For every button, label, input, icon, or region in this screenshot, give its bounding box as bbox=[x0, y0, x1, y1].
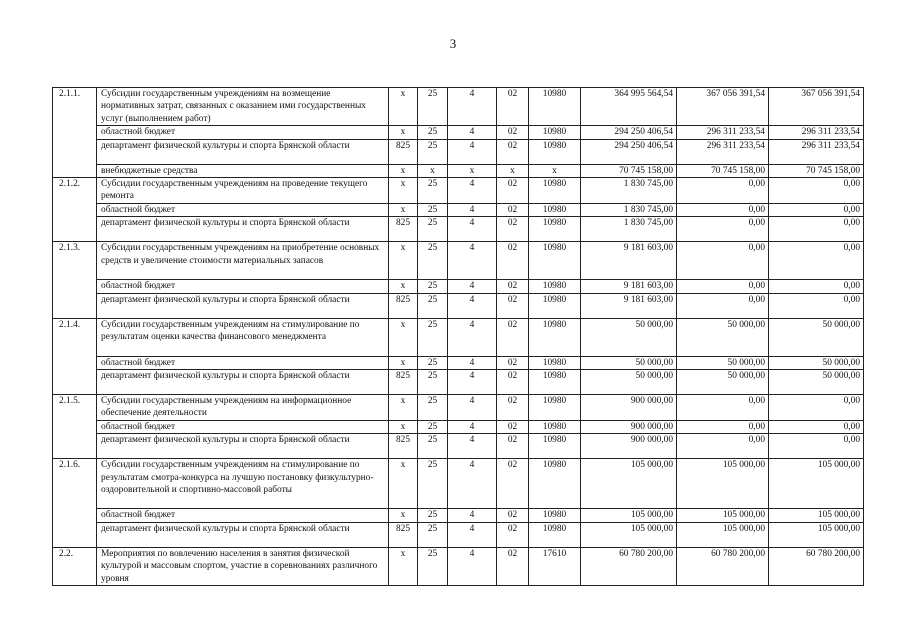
row-description: областной бюджет bbox=[97, 420, 389, 433]
row-value-1: 105 000,00 bbox=[581, 459, 677, 509]
row-value-3: 0,00 bbox=[769, 280, 864, 293]
row-item-code: 10980 bbox=[529, 459, 581, 509]
row-description: Субсидии государственным учреждениям на стимулирование по результатам смотра-конкурса на лучшую постановку физкультурно-оздоровительной и спортивно-массовой работы bbox=[97, 459, 389, 509]
row-value-2: 50 000,00 bbox=[677, 370, 769, 395]
row-target-code: 02 bbox=[497, 395, 529, 421]
row-description: Субсидии государственным учреждениям на возмещение нормативных затрат, связанных с оказанием ими государственных услуг (выполнением работ) bbox=[97, 88, 389, 126]
row-description: департамент физической культуры и спорта Брянской области bbox=[97, 370, 389, 395]
row-code bbox=[53, 217, 97, 242]
row-subsection-code: 4 bbox=[448, 459, 497, 509]
row-value-1: 9 181 603,00 bbox=[581, 280, 677, 293]
row-description: Субсидии государственным учреждениям на проведение текущего ремонта bbox=[97, 178, 389, 204]
table-row bbox=[53, 395, 864, 421]
row-admin-code: x bbox=[389, 356, 418, 369]
row-value-3: 0,00 bbox=[769, 293, 864, 318]
row-description: областной бюджет bbox=[97, 356, 389, 369]
row-code bbox=[53, 293, 97, 318]
row-code: 2.1.3. bbox=[53, 242, 97, 280]
row-item-code: x bbox=[529, 164, 581, 177]
row-section-code: 25 bbox=[418, 318, 448, 356]
row-description: департамент физической культуры и спорта Брянской области bbox=[97, 217, 389, 242]
row-subsection-code: 4 bbox=[448, 203, 497, 216]
row-admin-code: 825 bbox=[389, 370, 418, 395]
row-item-code: 10980 bbox=[529, 434, 581, 459]
row-admin-code: 825 bbox=[389, 293, 418, 318]
row-value-1: 50 000,00 bbox=[581, 356, 677, 369]
row-value-2: 0,00 bbox=[677, 293, 769, 318]
row-section-code: 25 bbox=[418, 126, 448, 139]
row-subsection-code: 4 bbox=[448, 395, 497, 421]
row-value-3: 70 745 158,00 bbox=[769, 164, 864, 177]
row-section-code: 25 bbox=[418, 280, 448, 293]
row-admin-code: x bbox=[389, 88, 418, 126]
row-code bbox=[53, 139, 97, 164]
row-admin-code: 825 bbox=[389, 217, 418, 242]
row-item-code: 10980 bbox=[529, 280, 581, 293]
row-value-2: 70 745 158,00 bbox=[677, 164, 769, 177]
row-item-code: 10980 bbox=[529, 420, 581, 433]
row-item-code: 10980 bbox=[529, 203, 581, 216]
row-subsection-code: 4 bbox=[448, 280, 497, 293]
row-target-code: 02 bbox=[497, 242, 529, 280]
row-value-1: 105 000,00 bbox=[581, 522, 677, 547]
row-section-code: 25 bbox=[418, 459, 448, 509]
row-target-code: 02 bbox=[497, 459, 529, 509]
row-value-3: 0,00 bbox=[769, 203, 864, 216]
row-subsection-code: 4 bbox=[448, 88, 497, 126]
row-item-code: 10980 bbox=[529, 509, 581, 522]
row-value-1: 9 181 603,00 bbox=[581, 293, 677, 318]
row-value-1: 1 830 745,00 bbox=[581, 203, 677, 216]
row-value-3: 0,00 bbox=[769, 242, 864, 280]
row-target-code: 02 bbox=[497, 126, 529, 139]
row-section-code: 25 bbox=[418, 356, 448, 369]
row-target-code: 02 bbox=[497, 370, 529, 395]
row-subsection-code: 4 bbox=[448, 293, 497, 318]
row-value-2: 50 000,00 bbox=[677, 356, 769, 369]
row-target-code: 02 bbox=[497, 203, 529, 216]
row-value-3: 50 000,00 bbox=[769, 370, 864, 395]
row-section-code: 25 bbox=[418, 178, 448, 204]
row-value-3: 0,00 bbox=[769, 217, 864, 242]
row-section-code: 25 bbox=[418, 242, 448, 280]
row-subsection-code: 4 bbox=[448, 509, 497, 522]
row-value-2: 105 000,00 bbox=[677, 509, 769, 522]
row-subsection-code: 4 bbox=[448, 420, 497, 433]
row-target-code: x bbox=[497, 164, 529, 177]
row-subsection-code: 4 bbox=[448, 318, 497, 356]
row-code: 2.1.4. bbox=[53, 318, 97, 356]
row-target-code: 02 bbox=[497, 139, 529, 164]
row-value-3: 0,00 bbox=[769, 434, 864, 459]
row-target-code: 02 bbox=[497, 522, 529, 547]
table-row bbox=[53, 139, 864, 164]
row-value-1: 294 250 406,54 bbox=[581, 126, 677, 139]
table-row bbox=[53, 370, 864, 395]
row-item-code: 10980 bbox=[529, 318, 581, 356]
row-value-1: 1 830 745,00 bbox=[581, 178, 677, 204]
row-item-code: 10980 bbox=[529, 293, 581, 318]
row-value-2: 296 311 233,54 bbox=[677, 139, 769, 164]
row-code bbox=[53, 420, 97, 433]
row-value-2: 50 000,00 bbox=[677, 318, 769, 356]
row-value-1: 105 000,00 bbox=[581, 509, 677, 522]
row-code: 2.1.1. bbox=[53, 88, 97, 126]
table-row bbox=[53, 242, 864, 280]
row-description: департамент физической культуры и спорта Брянской области bbox=[97, 522, 389, 547]
row-value-2: 0,00 bbox=[677, 434, 769, 459]
table-body bbox=[53, 88, 864, 586]
row-section-code: 25 bbox=[418, 395, 448, 421]
row-section-code: 25 bbox=[418, 217, 448, 242]
row-value-1: 50 000,00 bbox=[581, 318, 677, 356]
table-row bbox=[53, 203, 864, 216]
row-section-code: 25 bbox=[418, 370, 448, 395]
row-value-1: 900 000,00 bbox=[581, 395, 677, 421]
row-item-code: 17610 bbox=[529, 547, 581, 585]
row-admin-code: x bbox=[389, 126, 418, 139]
row-section-code: 25 bbox=[418, 509, 448, 522]
row-value-2: 0,00 bbox=[677, 395, 769, 421]
row-target-code: 02 bbox=[497, 547, 529, 585]
row-code bbox=[53, 522, 97, 547]
row-value-3: 0,00 bbox=[769, 178, 864, 204]
row-admin-code: 825 bbox=[389, 522, 418, 547]
row-section-code: 25 bbox=[418, 522, 448, 547]
row-value-1: 70 745 158,00 bbox=[581, 164, 677, 177]
row-admin-code: x bbox=[389, 178, 418, 204]
row-item-code: 10980 bbox=[529, 242, 581, 280]
table-row bbox=[53, 420, 864, 433]
table-row bbox=[53, 459, 864, 509]
row-target-code: 02 bbox=[497, 509, 529, 522]
row-item-code: 10980 bbox=[529, 178, 581, 204]
row-value-3: 0,00 bbox=[769, 420, 864, 433]
row-description: Субсидии государственным учреждениям на приобретение основных средств и увеличение стоимости материальных запасов bbox=[97, 242, 389, 280]
row-description: внебюджетные средства bbox=[97, 164, 389, 177]
row-subsection-code: 4 bbox=[448, 126, 497, 139]
page-number: 3 bbox=[449, 36, 457, 51]
row-value-3: 296 311 233,54 bbox=[769, 139, 864, 164]
row-description: департамент физической культуры и спорта Брянской области bbox=[97, 139, 389, 164]
row-item-code: 10980 bbox=[529, 395, 581, 421]
row-value-2: 105 000,00 bbox=[677, 522, 769, 547]
row-description: департамент физической культуры и спорта Брянской области bbox=[97, 434, 389, 459]
row-code bbox=[53, 434, 97, 459]
row-target-code: 02 bbox=[497, 434, 529, 459]
row-value-2: 296 311 233,54 bbox=[677, 126, 769, 139]
row-value-1: 900 000,00 bbox=[581, 434, 677, 459]
row-code: 2.1.6. bbox=[53, 459, 97, 509]
row-admin-code: x bbox=[389, 203, 418, 216]
row-code: 2.1.2. bbox=[53, 178, 97, 204]
row-description: областной бюджет bbox=[97, 280, 389, 293]
table-row bbox=[53, 88, 864, 126]
row-admin-code: x bbox=[389, 395, 418, 421]
row-item-code: 10980 bbox=[529, 139, 581, 164]
row-value-1: 364 995 564,54 bbox=[581, 88, 677, 126]
row-value-3: 50 000,00 bbox=[769, 318, 864, 356]
row-subsection-code: 4 bbox=[448, 242, 497, 280]
row-item-code: 10980 bbox=[529, 370, 581, 395]
row-admin-code: x bbox=[389, 509, 418, 522]
table-row bbox=[53, 509, 864, 522]
row-value-3: 296 311 233,54 bbox=[769, 126, 864, 139]
table-row bbox=[53, 164, 864, 177]
row-admin-code: x bbox=[389, 280, 418, 293]
row-target-code: 02 bbox=[497, 356, 529, 369]
row-value-3: 367 056 391,54 bbox=[769, 88, 864, 126]
row-description: Субсидии государственным учреждениям на информационное обеспечение деятельности bbox=[97, 395, 389, 421]
row-target-code: 02 bbox=[497, 217, 529, 242]
row-target-code: 02 bbox=[497, 293, 529, 318]
budget-table bbox=[52, 87, 864, 586]
row-value-3: 105 000,00 bbox=[769, 459, 864, 509]
row-code bbox=[53, 509, 97, 522]
row-subsection-code: 4 bbox=[448, 547, 497, 585]
row-item-code: 10980 bbox=[529, 522, 581, 547]
row-target-code: 02 bbox=[497, 318, 529, 356]
row-value-2: 0,00 bbox=[677, 420, 769, 433]
row-subsection-code: 4 bbox=[448, 217, 497, 242]
row-section-code: 25 bbox=[418, 420, 448, 433]
row-subsection-code: 4 bbox=[448, 356, 497, 369]
row-value-2: 60 780 200,00 bbox=[677, 547, 769, 585]
row-value-2: 0,00 bbox=[677, 178, 769, 204]
row-code bbox=[53, 370, 97, 395]
row-target-code: 02 bbox=[497, 280, 529, 293]
row-value-3: 105 000,00 bbox=[769, 522, 864, 547]
row-item-code: 10980 bbox=[529, 356, 581, 369]
table-row bbox=[53, 293, 864, 318]
row-code: 2.1.5. bbox=[53, 395, 97, 421]
table-row bbox=[53, 280, 864, 293]
row-value-2: 0,00 bbox=[677, 217, 769, 242]
row-subsection-code: 4 bbox=[448, 370, 497, 395]
row-description: Субсидии государственным учреждениям на стимулирование по результатам оценки качества финансового менеджмента bbox=[97, 318, 389, 356]
row-section-code: 25 bbox=[418, 293, 448, 318]
row-item-code: 10980 bbox=[529, 217, 581, 242]
row-code bbox=[53, 356, 97, 369]
row-value-2: 0,00 bbox=[677, 203, 769, 216]
row-description: Мероприятия по вовлечению населения в занятия физической культурой и массовым спортом, участие в соревнованиях различного уровня bbox=[97, 547, 389, 585]
row-target-code: 02 bbox=[497, 420, 529, 433]
row-value-3: 50 000,00 bbox=[769, 356, 864, 369]
row-admin-code: 825 bbox=[389, 434, 418, 459]
row-target-code: 02 bbox=[497, 88, 529, 126]
row-subsection-code: 4 bbox=[448, 434, 497, 459]
row-admin-code: x bbox=[389, 242, 418, 280]
row-description: департамент физической культуры и спорта Брянской области bbox=[97, 293, 389, 318]
row-value-1: 50 000,00 bbox=[581, 370, 677, 395]
row-code bbox=[53, 164, 97, 177]
row-admin-code: x bbox=[389, 459, 418, 509]
row-subsection-code: 4 bbox=[448, 178, 497, 204]
row-section-code: x bbox=[418, 164, 448, 177]
row-item-code: 10980 bbox=[529, 126, 581, 139]
row-admin-code: x bbox=[389, 547, 418, 585]
row-target-code: 02 bbox=[497, 178, 529, 204]
table-row bbox=[53, 547, 864, 585]
row-admin-code: 825 bbox=[389, 139, 418, 164]
row-code bbox=[53, 203, 97, 216]
row-section-code: 25 bbox=[418, 139, 448, 164]
row-admin-code: x bbox=[389, 318, 418, 356]
table-row bbox=[53, 434, 864, 459]
row-value-3: 105 000,00 bbox=[769, 509, 864, 522]
row-value-1: 9 181 603,00 bbox=[581, 242, 677, 280]
row-section-code: 25 bbox=[418, 547, 448, 585]
row-value-1: 900 000,00 bbox=[581, 420, 677, 433]
row-value-2: 367 056 391,54 bbox=[677, 88, 769, 126]
row-code bbox=[53, 280, 97, 293]
row-description: областной бюджет bbox=[97, 126, 389, 139]
row-description: областной бюджет bbox=[97, 509, 389, 522]
row-code bbox=[53, 126, 97, 139]
row-section-code: 25 bbox=[418, 88, 448, 126]
row-item-code: 10980 bbox=[529, 88, 581, 126]
row-subsection-code: x bbox=[448, 164, 497, 177]
row-value-3: 0,00 bbox=[769, 395, 864, 421]
table-row bbox=[53, 178, 864, 204]
row-value-1: 294 250 406,54 bbox=[581, 139, 677, 164]
row-value-2: 105 000,00 bbox=[677, 459, 769, 509]
row-value-2: 0,00 bbox=[677, 242, 769, 280]
row-value-1: 1 830 745,00 bbox=[581, 217, 677, 242]
table-row bbox=[53, 318, 864, 356]
row-value-3: 60 780 200,00 bbox=[769, 547, 864, 585]
table-row bbox=[53, 126, 864, 139]
row-admin-code: x bbox=[389, 164, 418, 177]
row-value-2: 0,00 bbox=[677, 280, 769, 293]
row-section-code: 25 bbox=[418, 434, 448, 459]
row-description: областной бюджет bbox=[97, 203, 389, 216]
row-subsection-code: 4 bbox=[448, 139, 497, 164]
table-row bbox=[53, 217, 864, 242]
row-section-code: 25 bbox=[418, 203, 448, 216]
row-subsection-code: 4 bbox=[448, 522, 497, 547]
table-row bbox=[53, 356, 864, 369]
row-value-1: 60 780 200,00 bbox=[581, 547, 677, 585]
table-row bbox=[53, 522, 864, 547]
row-code: 2.2. bbox=[53, 547, 97, 585]
row-admin-code: x bbox=[389, 420, 418, 433]
